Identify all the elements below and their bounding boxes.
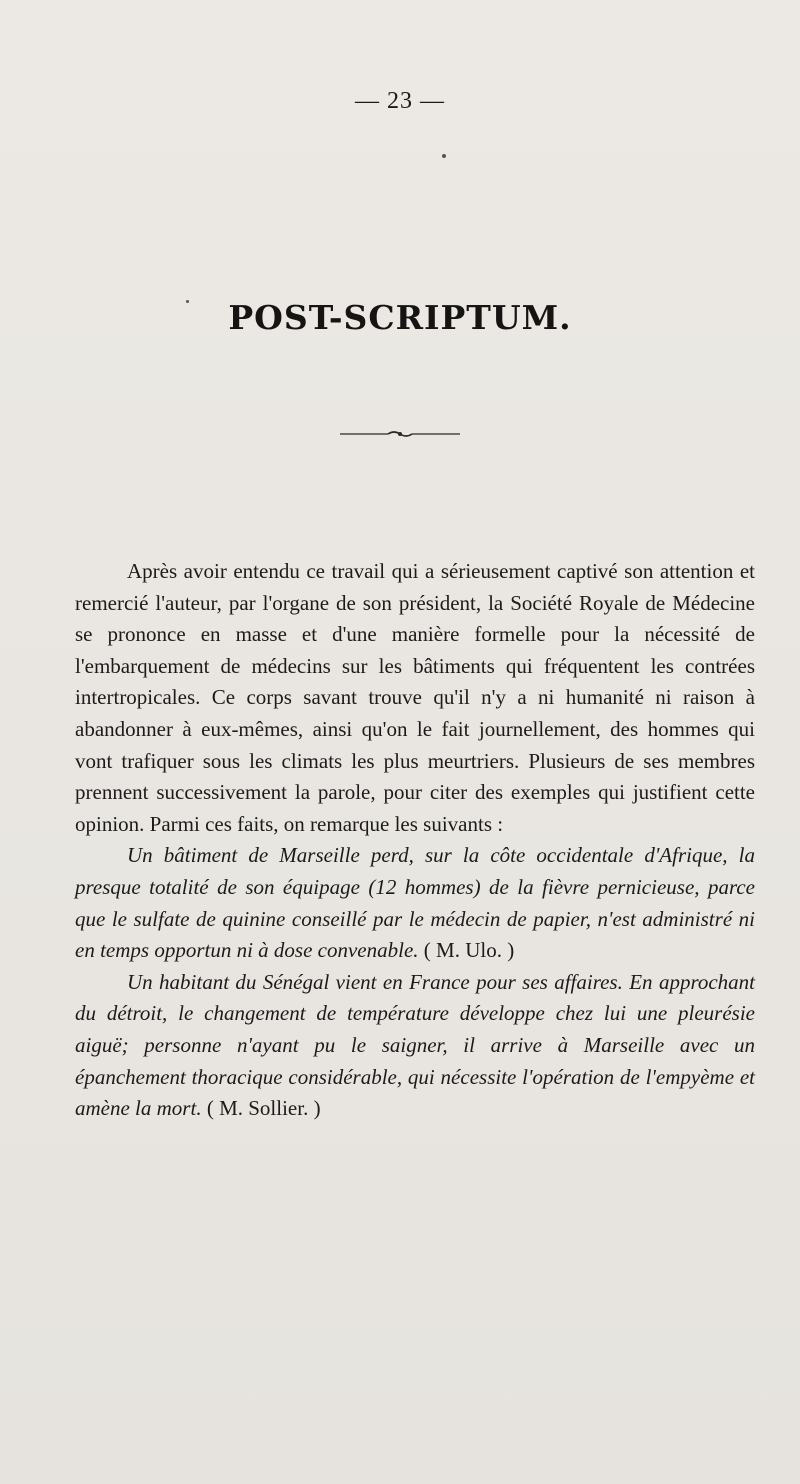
title-rule-ornament bbox=[340, 428, 460, 440]
example-paragraph bbox=[75, 967, 755, 1125]
intro-paragraph: Après avoir entendu ce travail qui a sérieusement captivé son attention et remercié l'auteur, par l'organe de son président, la Société Royale de Médecine se prononce en masse et d'une manière formelle pour la nécessité de l'embarquement de médecins sur les bâtiments qui fréquentent les contrées intertropicales. Ce corps savant trouve qu'il n'y a ni humanité ni raison à abandonner à eux-mêmes, ainsi qu'on le fait journellement, des hommes qui vont trafiquer sous les climats les plus meurtriers. Plusieurs de ses membres prennent successivement la parole, pour citer des exemples qui justifient cette opinion. Parmi ces faits, on remarque les suivants : bbox=[75, 559, 755, 836]
body-text bbox=[75, 556, 755, 1125]
example-paragraph bbox=[75, 840, 755, 966]
example-source: ( M. Sollier. ) bbox=[206, 1096, 321, 1121]
example-source: ( M. Ulo. ) bbox=[423, 938, 515, 963]
page-number: — 23 — bbox=[355, 88, 445, 114]
example-text: Un bâtiment de Marseille perd, sur la côte occidentale d'Afrique, la presque totalité de son équipage (12 hommes) de la fièvre pernicieuse, parce que le sulfate de quinine conseillé par le médecin de papier, n'est administré ni en temps opportun ni à dose convenable. bbox=[75, 843, 755, 963]
ink-speck bbox=[442, 154, 446, 158]
example-text: Un habitant du Sénégal vient en France pour ses affaires. En approchant du détroit, le changement de température développe chez lui une pleurésie aiguë; personne n'ayant pu le saigner, il arrive à Marseille avec un épanchement thoracique considérable, qui nécessite l'opération de l'empyème et amène la mort. bbox=[75, 969, 755, 1121]
section-title: POST-SCRIPTUM. bbox=[228, 298, 572, 337]
